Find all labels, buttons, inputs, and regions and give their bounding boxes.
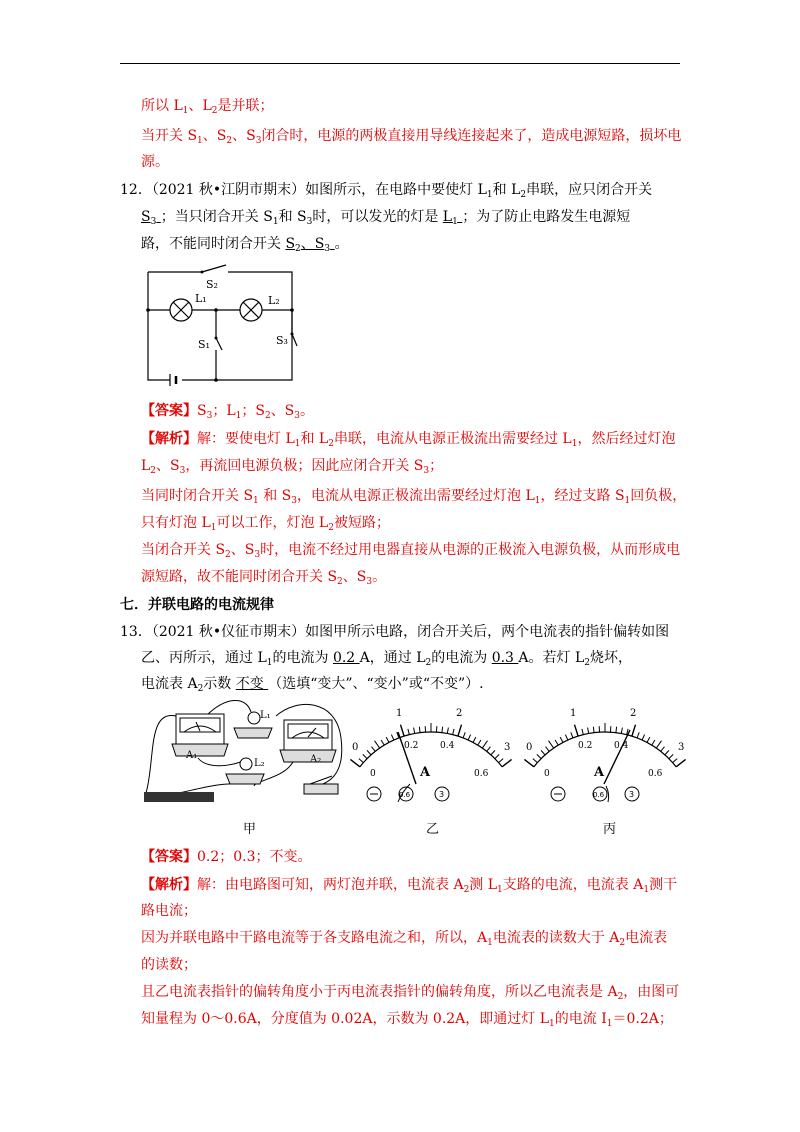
scale-tick	[463, 732, 465, 738]
scale-tick	[669, 754, 673, 758]
bottom-label-06: 0.6	[648, 769, 663, 779]
scale-tick	[647, 737, 650, 742]
scale-tick	[656, 741, 661, 748]
label-l1: L₁	[260, 710, 271, 721]
top-label-1: 1	[396, 708, 403, 719]
scale-tick	[487, 747, 491, 752]
header-rule	[120, 63, 680, 64]
answer-12: 【答案】$S_3$；$L_1$；$S_2$、$S_3$。	[141, 403, 315, 421]
scale-tick	[499, 759, 504, 763]
label-l2: L₂	[268, 294, 280, 307]
label-s2: S₂	[206, 278, 218, 291]
explanation-13: 【解析】解：由电路图可知，两灯泡并联，电流表 $A_2$测 $L_1$支路的电流，电流表 $A_1$测干	[141, 877, 678, 895]
label-l1: L₁	[195, 292, 207, 305]
ammeter-yi	[346, 702, 516, 812]
section-heading: 七．并联电路的电流规律	[120, 597, 274, 613]
scale-tick	[652, 740, 655, 745]
apparatus-diagram-jia	[136, 698, 359, 810]
scale-tick	[642, 735, 644, 740]
explanation-12: 当闭合开关 $S_2$、$S_3$时，电流不经过用电器直接从电源的正极流入电源负极，从而形成电	[141, 542, 681, 560]
top-label-0: 0	[352, 742, 359, 753]
explanation-13: 且乙电流表指针的偏转角度小于丙电流表指针的偏转角度，所以乙电流表是 $A_2$，由图可	[141, 984, 680, 1002]
unit-label: A	[420, 765, 431, 780]
scale-arc	[534, 732, 676, 767]
text-line: 所以 $L_1$、$L_2$是并联；	[141, 98, 274, 116]
scale-tick	[473, 737, 476, 742]
scale-tick	[676, 759, 685, 766]
scale-tick	[363, 754, 367, 758]
scale-tick	[386, 737, 389, 742]
scale-tick	[616, 727, 617, 733]
scale-tick	[555, 740, 558, 745]
ammeter-bing	[520, 702, 690, 812]
scale-tick	[414, 728, 415, 734]
explanation-13: 路电流；	[141, 903, 197, 919]
scale-tick	[661, 747, 665, 752]
scale-tick	[359, 759, 364, 763]
text-line: 当开关 $S_1$、$S_2$、$S_3$闭合时，电源的两极直接用导线连接起来了，造成电源短路，损坏电	[141, 128, 682, 146]
bottom-label-02: 0.2	[404, 741, 419, 751]
explanation-12: $L_2$、$S_3$，再流回电源负极；因此应闭合开关 $S_3$；	[141, 458, 444, 476]
label-a2: A₂	[310, 754, 322, 765]
scale-tick	[391, 735, 393, 740]
scale-tick	[468, 735, 470, 740]
explanation-13: 知量程为 0～0.6A，分度值为 0.02A，示数为 0.2A，即通过灯 $L_1$的电流 $I_1=0.2A$；	[141, 1011, 673, 1029]
svg-text:3: 3	[439, 790, 445, 799]
explanation-12: 当同时闭合开关 $S_1$ 和 $S_3$，电流从电源正极流出需要经过灯泡 $L_1$，经过支路 $S_1$回负极，	[141, 488, 687, 506]
top-label-1: 1	[570, 708, 577, 719]
bottom-label-02: 0.2	[578, 741, 593, 751]
scale-tick	[574, 725, 578, 736]
explanation-13: 因为并联电路中干路电流等于各支路电流之和，所以，$A_1$电流表的读数大于 $A_2$电流表	[141, 930, 668, 948]
unit-label: A	[594, 765, 605, 780]
scale-tick	[533, 759, 538, 763]
top-label-3: 3	[504, 742, 511, 753]
scale-tick	[637, 732, 639, 738]
scale-tick	[571, 732, 573, 738]
question-12-line: 路，不能同时闭合开关 $S_2$、$S_3$ 。	[141, 236, 349, 254]
scale-tick	[381, 740, 384, 745]
bottom-label-04: 0.4	[614, 741, 629, 751]
scale-tick	[632, 725, 636, 736]
scale-tick	[442, 727, 443, 733]
question-13-line: 乙、丙所示，通过 $L_1$的电流为 0.2 A，通过 $L_2$的电流为 0.3 A。若灯 $L_2$烧坏，	[141, 650, 633, 668]
caption-bing: 丙	[603, 822, 617, 837]
bottom-label-0: 0	[544, 769, 550, 779]
label-s1: S₁	[198, 338, 210, 351]
scale-tick	[350, 759, 359, 766]
scale-tick	[560, 737, 563, 742]
scale-tick	[582, 729, 583, 735]
scale-tick	[447, 728, 448, 734]
label-l2: L₂	[254, 758, 265, 769]
scale-tick	[588, 728, 589, 734]
caption-yi: 乙	[426, 822, 440, 837]
scale-tick	[372, 747, 376, 752]
explanation-12: 【解析】解：要使电灯 $L_1$和 $L_2$串联，电流从电源正极流出需要经过 $L_1$，然后经过灯泡	[141, 431, 676, 449]
scale-tick	[621, 728, 622, 734]
scale-tick	[491, 750, 495, 754]
scale-tick	[524, 759, 533, 766]
label-a1: A₁	[186, 750, 198, 761]
scale-tick	[502, 759, 511, 766]
scale-tick	[478, 740, 481, 745]
top-label-3: 3	[678, 742, 685, 753]
top-label-2: 2	[456, 708, 463, 719]
bottom-label-06: 0.6	[474, 769, 489, 779]
scale-tick	[408, 729, 409, 735]
circuit-diagram-q12	[140, 262, 300, 386]
bottom-label-0: 0	[370, 769, 376, 779]
svg-text:0.6: 0.6	[593, 791, 605, 799]
text-line: 源。	[141, 154, 169, 170]
question-12-line: $S_3$ ；当只闭合开关 $S_1$和 $S_3$时，可以发光的灯是 $L_1$ ；为了防止电路发生电源短	[141, 209, 631, 227]
scale-tick	[673, 759, 678, 763]
top-label-0: 0	[526, 742, 533, 753]
battery	[144, 792, 214, 802]
scale-tick	[458, 725, 462, 736]
explanation-12: 源短路，故不能同时闭合开关 $S_2$、$S_3$。	[141, 569, 387, 587]
scale-arc	[360, 732, 502, 767]
scale-tick	[495, 754, 499, 758]
scale-tick	[537, 754, 541, 758]
question-12-line: 12．（2021 秋•江阴市期末）如图所示，在电路中要使灯 $L_1$和 $L_2$串联，应只闭合开关	[120, 182, 653, 200]
bottom-label-04: 0.4	[440, 741, 455, 751]
label-s3: S₃	[276, 334, 288, 347]
scale-tick	[419, 727, 420, 733]
explanation-13: 的读数；	[141, 957, 197, 973]
question-13-line: 13．（2021 秋•仪征市期末）如图甲所示电路，闭合开关后，两个电流表的指针偏转如图	[120, 624, 670, 640]
scale-tick	[546, 747, 550, 752]
svg-text:3: 3	[629, 790, 635, 799]
caption-jia: 甲	[243, 822, 257, 837]
svg-text:0.6: 0.6	[399, 791, 411, 799]
scale-tick	[565, 735, 567, 740]
top-label-2: 2	[630, 708, 637, 719]
scale-tick	[665, 750, 669, 754]
scale-tick	[593, 727, 594, 733]
scale-tick	[374, 741, 379, 748]
scale-tick	[482, 741, 487, 748]
scale-tick	[548, 741, 553, 748]
pointer	[398, 732, 419, 784]
answer-13: 【答案】0.2；0.3；不变。	[141, 849, 312, 865]
explanation-12: 只有灯泡 $L_1$可以工作，灯泡 $L_2$被短路；	[141, 515, 390, 533]
pointer	[604, 730, 630, 784]
scale-tick	[400, 725, 404, 736]
scale-tick	[367, 750, 371, 754]
scale-tick	[453, 729, 454, 735]
scale-tick	[541, 750, 545, 754]
question-13-line: 电流表 $A_2$示数 不变 （选填“变大”、“变小”或“不变”）.	[141, 676, 484, 694]
